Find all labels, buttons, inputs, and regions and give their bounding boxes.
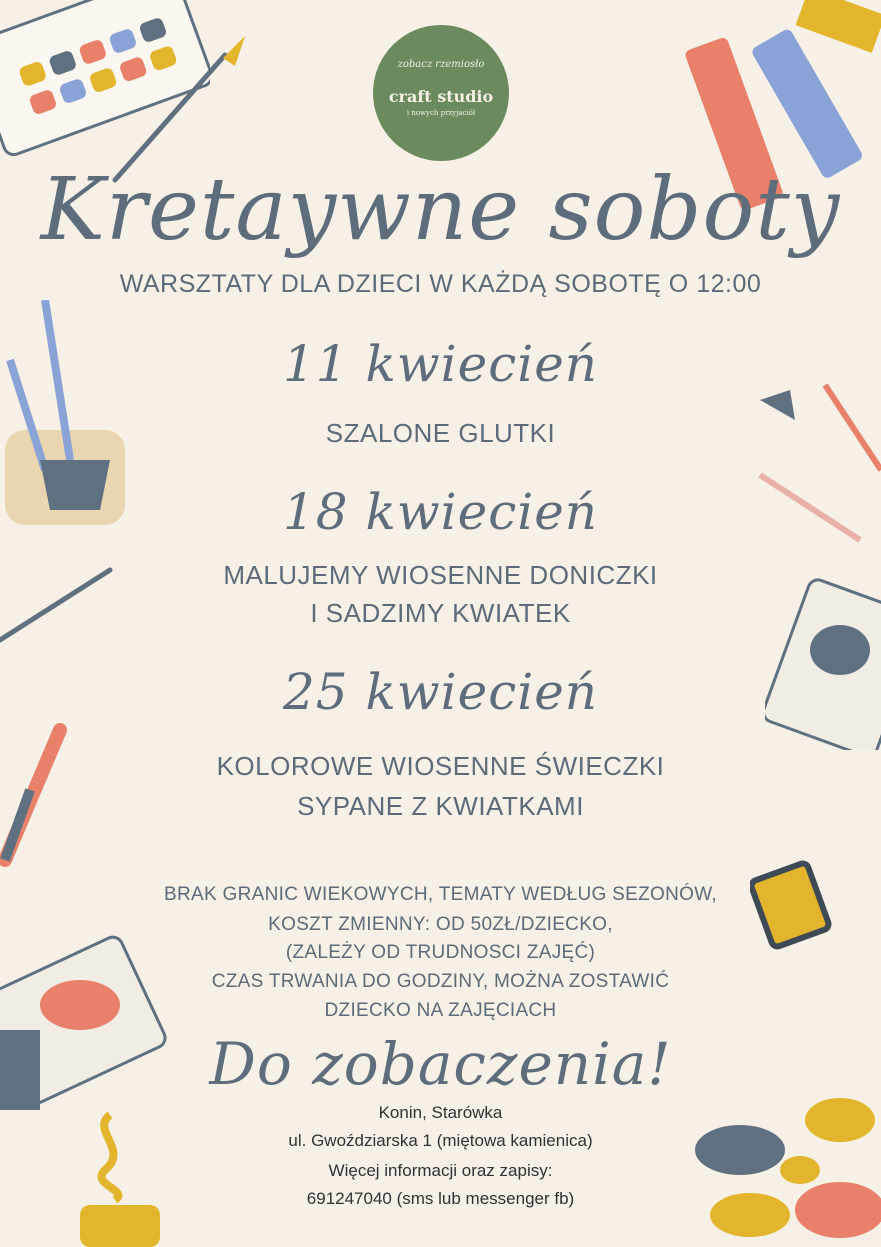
event-activity-2-line-1: MALUJEMY WIOSENNE DONICZKI — [223, 560, 658, 590]
subtitle: WARSZTATY DLA DZIECI W KAŻDĄ SOBOTĘ O 12:00 — [119, 270, 762, 298]
info-line-2: KOSZT ZMIENNY: OD 50ZŁ/DZIECKO, — [268, 914, 613, 935]
logo-top-text: zobacz rzemiosło — [397, 59, 485, 70]
event-activity-3-line-2: SYPANE Z KWIATKAMI — [297, 791, 584, 821]
event-activity-2-line-2: I SADZIMY KWIATEK — [310, 598, 571, 628]
page-title: Kretaywne soboty — [40, 160, 841, 260]
farewell-heading: Do zobaczenia! — [209, 1030, 672, 1098]
contact-phone: 691247040 (sms lub messenger fb) — [306, 1189, 575, 1208]
logo-bottom-text: i nowych przyjaciół — [406, 109, 476, 117]
event-activity-3-line-1: KOLOROWE WIOSENNE ŚWIECZKI — [216, 751, 665, 781]
contact-address: ul. Gwoździarska 1 (miętowa kamienica) — [288, 1131, 593, 1150]
info-line-4: CZAS TRWANIA DO GODZINY, MOŻNA ZOSTAWIĆ — [211, 971, 670, 992]
craft-studio-logo — [373, 25, 509, 161]
event-date-3: 25 kwiecień — [283, 663, 598, 721]
info-line-5: DZIECKO NA ZAJĘCIACH — [324, 1000, 557, 1021]
contact-city: Konin, Starówka — [378, 1103, 503, 1122]
event-date-2: 18 kwiecień — [283, 483, 598, 541]
event-activity-1-line-1: SZALONE GLUTKI — [325, 418, 556, 448]
contact-more-info: Więcej informacji oraz zapisy: — [328, 1161, 553, 1180]
info-line-3: (ZALEŻY OD TRUDNOSCI ZAJĘĆ) — [285, 942, 596, 963]
logo-name: craft studio — [388, 87, 494, 106]
info-line-1: BRAK GRANIC WIEKOWYCH, TEMATY WEDŁUG SEZONÓW, — [164, 884, 717, 905]
event-date-1: 11 kwiecień — [283, 335, 598, 393]
